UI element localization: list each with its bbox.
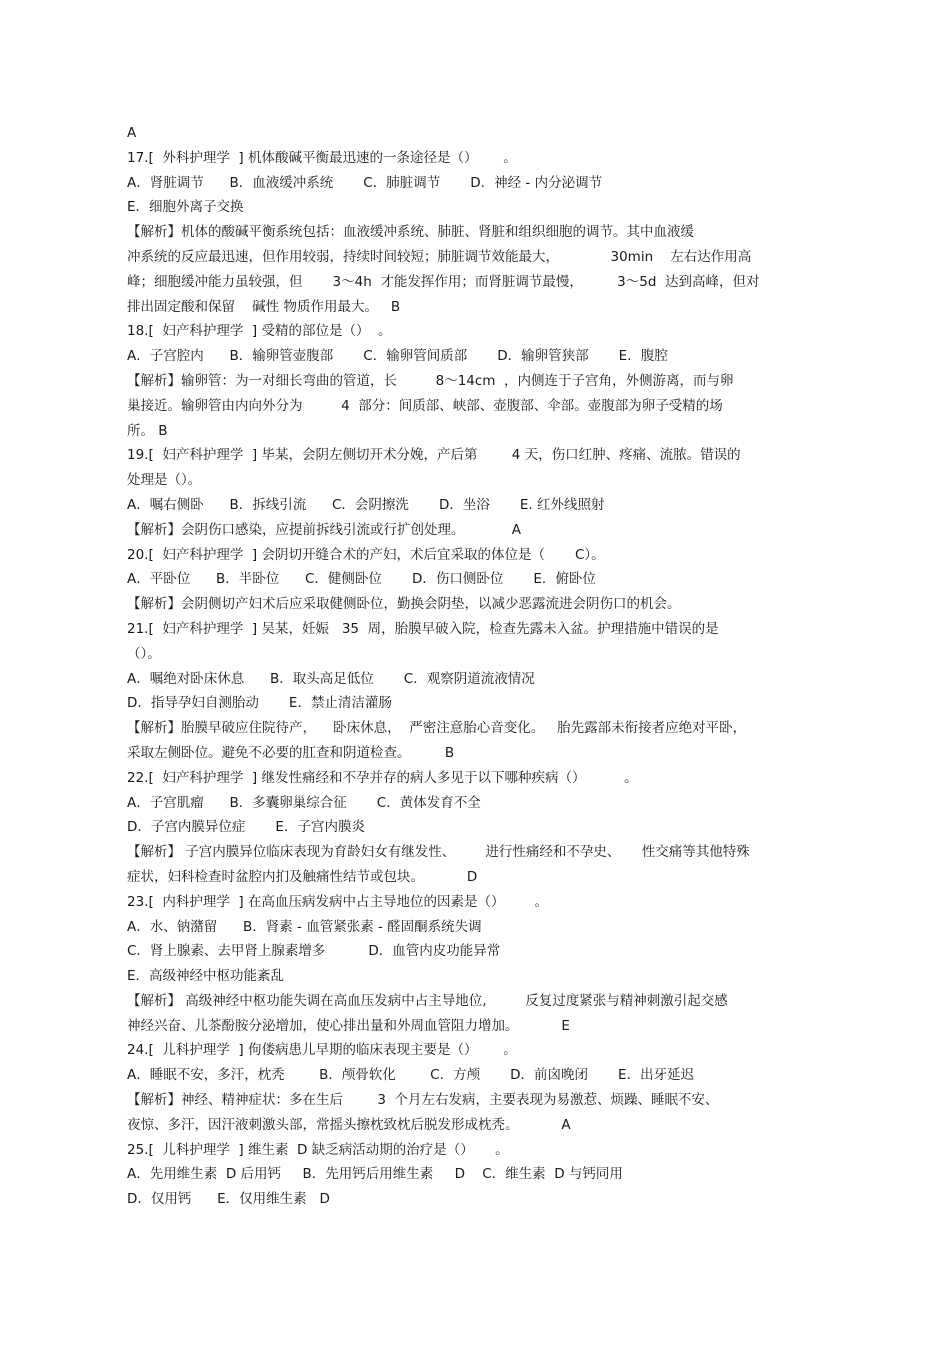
explanation-line: 巢接近。输卵管由内向外分为 4 部分：间质部、峡部、壶腹部、伞部。壶腹部为卵子受精的场 [127, 397, 723, 414]
explanation-line: 症状，妇科检查时盆腔内扪及触痛性结节或包块。 D [127, 868, 478, 885]
options-line: A．嘱绝对卧床休息 B．取头高足低位 C．观察阴道流液情况 [127, 670, 535, 687]
options-line: A．平卧位 B．半卧位 C．健侧卧位 D．伤口侧卧位 E．俯卧位 [127, 571, 596, 588]
explanation-line: 神经兴奋、儿茶酚胺分泌增加，使心排出量和外周血管阻力增加。 E [127, 1017, 570, 1034]
question-line: 23.[ 内科护理学 ] 在高血压病发病中占主导地位的因素是（） 。 [127, 893, 548, 910]
explanation-line: 【解析】输卵管：为一对细长弯曲的管道，长 8～14cm ，内侧连于子宫角，外侧游离，而与卵 [127, 372, 734, 389]
options-line: E．细胞外离子交换 [127, 199, 244, 216]
explanation-line: 【解析】会阴侧切产妇术后应采取健侧卧位，勤换会阴垫，以减少恶露流进会阴伤口的机会。 [127, 596, 681, 613]
options-line: A．子宫腔内 B．输卵管壶腹部 C．输卵管间质部 D．输卵管狭部 E．腹腔 [127, 348, 668, 365]
question-line: （）。 [127, 645, 161, 662]
options-line: D．指导孕妇自测胎动 E．禁止清洁灌肠 [127, 695, 392, 712]
question-line: 19.[ 妇产科护理学 ] 毕某，会阴左侧切开术分娩，产后第 4 天，伤口红肿、疼痛、流脓。错误的 [127, 447, 741, 464]
options-line: D．仅用钙 E．仅用维生素 D [127, 1191, 330, 1208]
explanation-line: 所。 B [127, 422, 168, 439]
explanation-line: 【解析】会阴伤口感染，应提前拆线引流或行扩创处理。 A [127, 521, 521, 538]
explanation-line: 【解析】神经、精神症状：多在生后 3 个月左右发病，主要表现为易激惹、烦躁、睡眠不安、 [127, 1092, 719, 1109]
question-line: 20.[ 妇产科护理学 ] 会阴切开缝合术的产妇，术后宜采取的体位是（ C）。 [127, 546, 605, 563]
explanation-line: 夜惊、多汗，因汗液刺激头部，常摇头擦枕致枕后脱发形成枕秃。 A [127, 1116, 571, 1133]
options-line: A．水、钠潴留 B．肾素 - 血管紧张素 - 醛固酮系统失调 [127, 918, 482, 935]
explanation-line: 采取左侧卧位。避免不必要的肛查和阴道检查。 B [127, 744, 455, 761]
options-line: E．高级神经中枢功能紊乱 [127, 968, 285, 985]
explanation-line: 【解析】 高级神经中枢功能失调在高血压发病中占主导地位, 反复过度紧张与精神刺激引起交感 [127, 992, 728, 1009]
options-line: A．肾脏调节 B．血液缓冲系统 C．肺脏调节 D．神经 - 内分泌调节 [127, 174, 603, 191]
explanation-line: 冲系统的反应最迅速，但作用较弱，持续时间较短；肺脏调节效能最大， 30min 左右达作用高 [127, 248, 752, 265]
explanation-line: 【解析】胎膜早破应住院待产， 卧床休息， 严密注意胎心音变化。 胎先露部未衔接者应绝对平卧， [127, 720, 747, 737]
options-line: A．先用维生素 D 后用钙 B．先用钙后用维生素 D C．维生素 D 与钙同用 [127, 1166, 623, 1183]
question-line: 25.[ 儿科护理学 ] 维生素 D 缺乏病活动期的治疗是（） 。 [127, 1141, 509, 1158]
question-line: 18.[ 妇产科护理学 ] 受精的部位是（） 。 [127, 323, 392, 340]
explanation-line: 【解析】机体的酸碱平衡系统包括：血液缓冲系统、肺脏、肾脏和组织细胞的调节。其中血液缓 [127, 224, 694, 241]
document-content [127, 121, 827, 1212]
options-line: A．子宫肌瘤 B．多囊卵巢综合征 C．黄体发育不全 [127, 794, 481, 811]
options-line: D．子宫内膜异位症 E．子宫内膜炎 [127, 819, 365, 836]
question-line: 处理是（）。 [127, 472, 202, 489]
answer-line: A [127, 125, 137, 141]
options-line: C．肾上腺素、去甲肾上腺素增多 D．血管内皮功能异常 [127, 943, 501, 960]
question-line: 21.[ 妇产科护理学 ] 吴某，妊娠 35 周，胎膜早破入院，检查先露未入盆。护理措施中错误的是 [127, 620, 719, 637]
question-line: 17.[ 外科护理学 ] 机体酸碱平衡最迅速的一条途径是（） 。 [127, 149, 517, 166]
question-line: 22.[ 妇产科护理学 ] 继发性痛经和不孕并存的病人多见于以下哪种疾病（） 。 [127, 769, 638, 786]
options-line: A．嘱右侧卧 B．拆线引流 C．会阴擦洗 D．坐浴 E. 红外线照射 [127, 496, 605, 513]
question-line: 24.[ 儿科护理学 ] 佝偻病患儿早期的临床表现主要是（） 。 [127, 1042, 517, 1059]
explanation-line: 峰；细胞缓冲能力虽较强，但 3～4h 才能发挥作用；而肾脏调节最慢， 3～5d 达到高峰，但对 [127, 273, 760, 290]
options-line: A．睡眠不安，多汗，枕秃 B．颅骨软化 C．方颅 D．前囟晚闭 E．出牙延迟 [127, 1067, 695, 1084]
explanation-line: 【解析】 子宫内膜异位临床表现为育龄妇女有继发性、 进行性痛经和不孕史、 性交痛等其他特殊 [127, 844, 750, 861]
explanation-line: 排出固定酸和保留 碱性 物质作用最大。 B [127, 298, 401, 315]
